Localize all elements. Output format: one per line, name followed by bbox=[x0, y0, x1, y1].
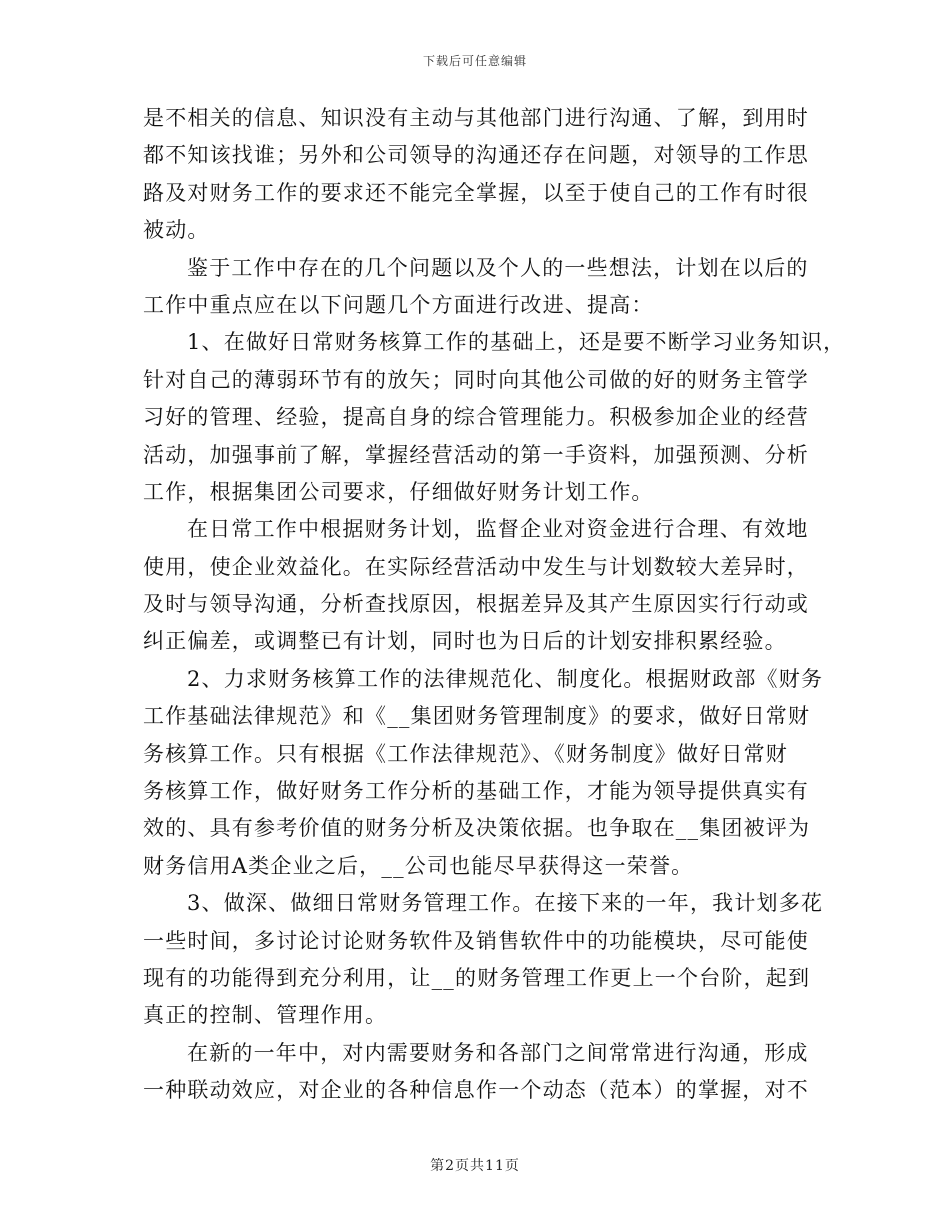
text-line: 真正的控制、管理作用。 bbox=[143, 1003, 388, 1028]
text-line: 一些时间，多讨论讨论财务软件及销售软件中的功能模块，尽可能使 bbox=[143, 928, 809, 953]
text-line: 都不知该找谁；另外和公司领导的沟通还存在问题，对领导的工作思 bbox=[143, 143, 809, 168]
page-header: 下载后可任意编辑 bbox=[422, 54, 527, 68]
text-line: 活动，加强事前了解，掌握经营活动的第一手资料，加强预测、分析 bbox=[143, 442, 809, 467]
page-number-footer: 第2页共11页 bbox=[430, 1158, 520, 1174]
text-line: 针对自己的薄弱环节有的放矢；同时向其他公司做的好的财务主管学 bbox=[143, 367, 809, 392]
text-line: 被动。 bbox=[143, 218, 210, 243]
paragraph-start-line: 2、力求财务核算工作的法律规范化、制度化。根据财政部《财务 bbox=[187, 666, 824, 691]
paragraph-start-line: 3、做深、做细日常财务管理工作。在接下来的一年，我计划多花 bbox=[187, 891, 824, 916]
text-line: 现有的功能得到充分利用，让__的财务管理工作更上一个台阶，起到 bbox=[143, 965, 811, 990]
text-line: 务核算工作。只有根据《工作法律规范》、《财务制度》做好日常财 bbox=[143, 741, 788, 766]
document-body bbox=[143, 100, 846, 1110]
text-line: 工作基础法律规范》和《__集团财务管理制度》的要求，做好日常财 bbox=[143, 704, 811, 729]
text-line: 财务信用A类企业之后，__公司也能尽早获得这一荣誉。 bbox=[143, 853, 694, 878]
text-line: 纠正偏差，或调整已有计划，同时也为日后的计划安排积累经验。 bbox=[143, 629, 787, 654]
text-line: 务核算工作，做好财务工作分析的基础工作，才能为领导提供真实有 bbox=[143, 779, 809, 804]
text-line: 工作，根据集团公司要求，仔细做好财务计划工作。 bbox=[143, 479, 654, 504]
paragraph-start-line: 在新的一年中，对内需要财务和各部门之间常常进行沟通，形成 bbox=[187, 1040, 809, 1065]
text-line: 及时与领导沟通，分析查找原因，根据差异及其产生原因实行行动或 bbox=[143, 592, 809, 617]
text-line: 使用，使企业效益化。在实际经营活动中发生与计划数较大差异时， bbox=[143, 554, 809, 579]
text-line: 习好的管理、经验，提高自身的综合管理能力。积极参加企业的经营 bbox=[143, 405, 809, 430]
paragraph-start-line: 鉴于工作中存在的几个问题以及个人的一些想法，计划在以后的 bbox=[187, 255, 809, 280]
text-line: 是不相关的信息、知识没有主动与其他部门进行沟通、了解，到用时 bbox=[143, 106, 809, 130]
paragraph-start-line: 1、在做好日常财务核算工作的基础上，还是要不断学习业务知识， bbox=[187, 330, 846, 355]
text-line: 工作中重点应在以下问题几个方面进行改进、提高： bbox=[143, 292, 654, 317]
text-line: 路及对财务工作的要求还不能完全掌握，以至于使自己的工作有时很 bbox=[143, 180, 809, 205]
text-line: 效的、具有参考价值的财务分析及决策依据。也争取在__集团被评为 bbox=[143, 816, 811, 841]
paragraph-start-line: 在日常工作中根据财务计划，监督企业对资金进行合理、有效地 bbox=[187, 517, 809, 542]
text-line: 一种联动效应，对企业的各种信息作一个动态（范本）的掌握，对不 bbox=[143, 1078, 809, 1103]
